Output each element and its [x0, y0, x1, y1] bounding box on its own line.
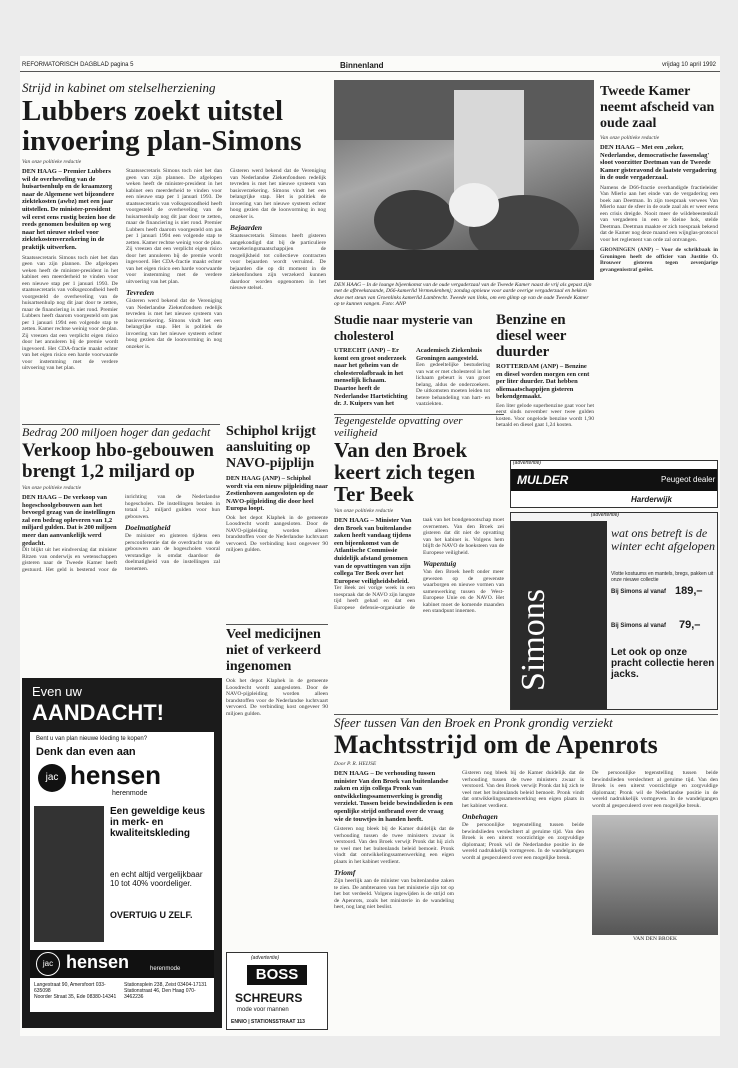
masthead-left: REFORMATORISCH DAGBLAD pagina 5 [22, 62, 134, 68]
lead-body-col2: Staatssecretaris Simons toch niet het dan geen van zijn plannen. De afgelopen weken heeft de minister-president in het kabinet een meerderheid te vinden voor een nieuwe stap per 1 januari 1993. De staatssecretaris van volksgezondheid heeft voorgesteld de overheveling van de huisartsenhulp nog dit jaar door te zetten, maar de financiering is niet rond. Premier Lubbers heeft daarom voorgesteld om pas per 1 januari 1994 een volgende stap te zetten. Kamer rechtse weinig voor de plan. Zij vreezen dat een verplicht eigen risico door het annuleren bij de premie wordt ingevoerd. Het CDA-fractie maakt echter van het eigen risico een harde voorwaarde voor instemming met de verdere uitvoering van het plan. [126, 168, 222, 285]
oude-zaal-intro: DEN HAAG – Met een ‚zeker, Nederlandse, democratische fassenslag' sloot voorzitter Deetman van de Tweede Kamer gisteravond de laatste vergadering in de oude vergaderzaal. [600, 144, 717, 182]
hensen-offer2: en echt altijd vergelijkbaar 10 tot 40% voordeliger. [110, 870, 203, 888]
cholesterol-story [334, 312, 490, 408]
photo-credit: Foto: ANP [382, 301, 406, 308]
hensen-offer: Een geweldige keus in merk- en kwaliteitskleding [110, 806, 206, 839]
hensen-footer-tag: herenmode [150, 966, 181, 972]
ter-beek-story [334, 414, 504, 704]
hensen-footer-bar [30, 950, 214, 978]
cholesterol-body: Een gedeeltelijke bestudering van wat er met cholesterol in het lichaam gebeurt is van groot belang, aldus de onderzoekers. De uitkomsten moeten leiden tot betere behandeling van hart- en vaatziekten. [416, 362, 490, 408]
pronk-body3: De persoonlijke tegenstelling tussen beide bewindslieden verslechtert al geruime tijd. Van den Broek is een uiterst voorzichtige en zorgvuldige diplomaat; Pronk wil de Nederlandse positie in de wereld nadrukkelijk vormgeven. In de wandelgangen wordt al gespeculeerd over een mogelijke breuk. [462, 822, 584, 861]
hensen-man-photo [34, 806, 104, 942]
benzine-story [496, 312, 594, 429]
hbo-headline[interactable]: Verkoop hbo-gebouwen brengt 1,2 miljard op [22, 440, 214, 482]
hensen-question: Bent u van plan nieuwe kleding te kopen? [36, 736, 148, 742]
pronk-kicker: Sfeer tussen Van den Broek en Pronk grondig verziekt [334, 715, 613, 730]
pronk-body3-col3: De persoonlijke tegenstelling tussen beide bewindslieden verslechtert al geruime tijd. Van den Broek is een uiterst voorzichtige en zorgvuldige diplomaat; Pronk wil de Nederlandse positie in de wereld nadrukkelijk vormgeven. In de wandelgangen wordt al gespeculeerd over een mogelijke breuk. [592, 770, 718, 809]
pronk-story [334, 714, 718, 1030]
boss-line: mode voor mannen [237, 1007, 289, 1013]
boss-address: ENNIO | STATIONSSTRAAT 113 [231, 1019, 305, 1025]
pronk-body2: Zijn heerlijk aan de minister van buitenlandse zaken te zien. De ambtenaren van het ministerie zijn tot op het bot verdeeld. Volgens ingewijden is de strijd om de Apenrots, zoals het ministerie in de wandeling heet, nog lang niet beslist. [334, 878, 454, 911]
simons-line1: wat ons betreft is de [611, 526, 708, 540]
ter-beek-sub: Wapentuig [423, 559, 457, 568]
lead-body2-col3: Gisteren werd bekend dat de Vereniging van Nederlandse Ziekenfondsen redelijk tevreden is met het nieuwe systeem van basisverzekering. Simons vindt het een belangrijke stap. Het is politiek de invoering van het nieuwe systeem echter hoog gezien dat de loonvorming in nog onzeker is. [230, 168, 326, 220]
section-title: Binnenland [340, 61, 384, 70]
simons-price2: 79,– [679, 619, 701, 631]
hensen-footer-logo-icon: jac [36, 952, 60, 976]
lead-sub1: Tevreden [126, 288, 155, 297]
hensen-footer-brand: hensen [66, 952, 130, 972]
boss-shop: SCHREURS [235, 991, 303, 1005]
lead-kicker: Strijd in kabinet om stelselherziening [22, 80, 216, 95]
lead-intro: DEN HAAG – Premier Lubbers wil de overheveling van de huisartsenhulp en de kraamzorg naar de Algemene wet bijzondere ziektekosten (awbz) met een jaar uitstellen. De minister-president wil eerst eens rustig bezien hoe de reeds genomen besluiten op weg naar het nieuwe stelsel voor ziektekostenverzekering in de praktijk uitwerken. [22, 168, 116, 251]
masthead-date: vrijdag 10 april 1992 [661, 62, 716, 68]
pronk-byline: Door P. R. HEIJSE [334, 761, 377, 767]
oude-zaal-story [600, 84, 718, 414]
oude-zaal-body: Namens de D66-fractie overhandigde fractieleider Van Mierlo aan het einde van de vergadering een boek aan Deetman. In zijn toespraak verwees Van Mierlo naar de sfeer in de oude zaal als er weer eens een crisis dreigde. Nooit meer de wildebeestenkuil van vergaderen in een te kleine hok, stelde Deetman. Deetman maakte er zich toespraak bekend dat de Kamer nog deze maand een wijnglas-protocol voor het reglement van orde zal ontvangen. [600, 184, 718, 243]
schiphol-story [226, 424, 328, 620]
pronk-sub1: Triomf [334, 868, 356, 878]
hensen-big: AANDACHT! [32, 700, 164, 725]
lead-body3: Staatssecretaris Simons heeft gisteren aangekondigd dat bij de particuliere verzekeringsmaatschappijen de mogelijkheid tot collectieve contracten voor bejaarden wordt verruimd. De bejaarden die op dit moment in de ziekenfondsen zijn verzekerd kunnen daardoor worden opgenomen in het nieuwe stelsel. [230, 233, 326, 291]
simons-item2: Bij Simons al vanaf [611, 623, 667, 629]
cholesterol-columns [334, 347, 490, 408]
boss-brand: BOSS [247, 965, 307, 985]
lead-byline: Van onze politieke redactie [22, 159, 82, 165]
newspaper-page [20, 56, 720, 1036]
schiphol-intro: DEN HAAG (ANP) – Schiphol wordt via een nieuw pijpleiding naar Zestienhoven aangesloten op de NAVO-pijpleiding die door heel Europa loopt. [226, 475, 328, 513]
lead-body: Staatssecretaris Simons toch niet het dan geen van zijn plannen. De afgelopen weken heeft de minister-president in het kabinet een meerderheid te vinden voor een nieuwe stap per 1 januari 1993. De staatssecretaris van volksgezondheid heeft voorgesteld de overheveling van de huisartsenhulp nog dit jaar door te zetten, maar de financiering is niet rond. Premier Lubbers heeft daarom voorgesteld om pas per 1 januari 1994 een volgende stap te zetten. Kamer rechtse weinig voor de plan. Zij vreezen dat een verplicht eigen risico door het annuleren bij de premie wordt ingevoerd. Het CDA-fractie maakt echter van het eigen risico een harde voorwaarde voor instemming met de verdere uitvoering van het plan. [22, 254, 118, 372]
boss-ad[interactable] [226, 952, 328, 1030]
hensen-panel [30, 732, 214, 1012]
simons-ad-label: (advertentie) [591, 512, 620, 518]
hbo-body2: De minister en gisteren tijdens een persconferentie dat de overdracht van de gebouwen aan de hogescholen vooral verstandige is omdat daardoor de doelmatigheid van de instellingen zal toenemen. [125, 533, 220, 572]
ter-beek-intro: DEN HAAG – Minister Van den Broek van buitenlandse zaken heeft vandaag tijdens een bijeenkomst van de Atlantische Commissie duidelijk afstand genomen van de opvattingen van zijn collega Ter Beek over het Europese veiligheidsbeleid. [334, 517, 412, 585]
parliament-photo-art [334, 80, 594, 280]
hensen-top: Even uw [32, 684, 82, 699]
hbo-body: Dit blijkt uit het eindverslag dat minister Ritzen van onderwijs en wetenschappen gisteren naar de Tweede Kamer heeft gestuurd. Het geld is bestemd voor de inrichting van de Nederlandse hogescholen. De instellingen betalen in totaal 1,2 miljard gulden voor hun gebouwen. [22, 494, 220, 573]
simons-lede: Vlotte kostuums en mantels, bregs, pakken uit onze nieuwe collectie [611, 571, 714, 583]
mulder-ad-bar [511, 469, 717, 491]
hensen-addr1: Langestraat 90, Amersfoort 033-635098 [34, 982, 106, 994]
hbo-sub: Doelmatigheid [125, 523, 171, 532]
oude-zaal-sub: GRONINGEN (ANP) – Voor de schrikbaak in Groningen heeft de officier van Justitie O. Brouwer gisteren tegen zevenjarige gevangenisstraf geëist. [600, 247, 718, 273]
simons-cta: Let ook op onze pracht collectie heren jacks. [611, 647, 715, 680]
hensen-ad[interactable] [22, 678, 222, 1028]
parliament-photo [334, 80, 594, 280]
van-den-broek-photo [592, 815, 718, 935]
hensen-address-col1 [34, 982, 122, 1000]
hbo-kicker: Bedrag 200 miljoen hoger dan gedacht [22, 425, 211, 439]
simons-brand: Simons [515, 588, 552, 691]
hbo-intro: DEN HAAG – De verkoop van hogeschoolgebouwen aan het bevoegd gezag van de instellingen zal een bedrag opleveren van 1,2 miljard gulden. Dat is 200 miljoen meer dan aanvankelijk werd gedacht. [22, 494, 117, 547]
hensen-logo-icon: jac [38, 764, 66, 792]
hbo-byline: Van onze politieke redactie [22, 485, 82, 491]
ter-beek-kicker: Tegengestelde opvatting over veiligheid [334, 415, 463, 439]
mulder-ad[interactable] [510, 460, 718, 508]
hensen-address-col2 [124, 982, 212, 1000]
boss-ad-label: (advertentie) [251, 955, 280, 961]
van-den-broek-caption: VAN DEN BROEK [633, 936, 677, 942]
mulder-brand: MULDER [517, 473, 569, 487]
lead-headline[interactable]: Lubbers zoekt uitstel invoering plan-Simons [22, 95, 302, 157]
hensen-addr2: Stationsplein 238, Zeist 03404-17131 [124, 982, 207, 988]
simons-price1: 189,– [675, 585, 703, 597]
pronk-headline[interactable]: Machtsstrijd om de Apenrots [334, 730, 658, 759]
medicijnen-headline[interactable]: Veel medicijnen niet of verkeerd ingenomen [226, 627, 321, 674]
benzine-headline[interactable]: Benzine en diesel weer duurder [496, 312, 567, 360]
hensen-think: Denk dan even aan [36, 746, 136, 758]
ter-beek-headline[interactable]: Van den Broek keert zich tegen Ter Beek [334, 438, 476, 506]
mulder-ad-label: (advertentie) [513, 460, 542, 466]
simons-line2: winter echt afgelopen [611, 539, 715, 553]
hensen-brand: hensen [70, 760, 162, 790]
pronk-body-col2: Gisteren nog bleek bij de Kamer duidelijk dat de verhouding tussen de twee ministers zwaar is verstoord. Van den Broek verwijt Pronk dat hij zich te veel met het buitenlands beleid bemoeit. Pronk vindt dat ontwikkelingssamenwerking een eigen plaats in het kabinet verdient. [462, 770, 584, 809]
parliament-photo-block [334, 80, 594, 306]
mulder-town: Harderwijk [631, 495, 672, 504]
medicijnen-story [226, 624, 328, 854]
hensen-addr4: Stationstraat 46, Den Haag 070-3462236 [124, 988, 196, 1000]
lead-sub2: Bejaarden [230, 223, 263, 232]
lead-body2: Gisteren werd bekend dat de Vereniging van Nederlandse Ziekenfondsen redelijk tevreden is met het nieuwe systeem van basisverzekering. Simons vindt het een belangrijke stap. Het is politiek de invoering van het nieuwe systeem echter hoog gezien dat de loonvorming in nog onzeker is. [126, 298, 222, 350]
photo-caption-text: DEN HAAG – In de lounge bijeenkomst van de oude vergaderzaal van de Tweede Kamer naast de vrij als gepast zijn met de afbreekstaande, D66-kamerlid Vermeulenbenj; zondag opnieuw voor aarde overige vergaderzaal en bekken deze met steun van Groenlinks kamerlid Lambrecht. Tweede van links, om een glimp op van de oude Tweede Kamer op te kunnen vangen. [334, 282, 592, 308]
simons-ad[interactable] [510, 512, 718, 710]
schiphol-headline[interactable]: Schiphol krijgt aansluiting op NAVO-pijplijn [226, 424, 316, 471]
mulder-partner: Peugeot dealer [661, 475, 716, 484]
simons-item1: Bij Simons al vanaf [611, 589, 667, 595]
oude-zaal-headline[interactable]: Tweede Kamer neemt afscheid van oude zaal [600, 84, 715, 131]
lead-story [22, 80, 328, 420]
benzine-intro: ROTTERDAM (ANP) – Benzine en diesel worden morgen een cent per liter duurder. Dat hebben oliemaatschappijen gisteren bekendgemaakt. [496, 363, 590, 401]
masthead [20, 60, 720, 72]
photo-caption [334, 282, 594, 308]
cholesterol-headline[interactable]: Studie naar mysterie van cholesterol [334, 312, 473, 343]
hbo-story [22, 424, 220, 670]
hensen-cta: OVERTUIG U ZELF. [110, 910, 193, 920]
hbo-columns [22, 494, 220, 573]
cholesterol-intro: UTRECHT (ANP) – Er komt een groot onderzoek naar het geheim van de cholesterolafbraak in het menselijk lichaam. Daartoe heeft de Nederlandse Hartstichting dr. J. Kuipers van het Academisch Ziekenhuis Groningen aangesteld. [334, 347, 482, 408]
hensen-addr3: Noorder Straat 35, Ede 08380-14341 [34, 994, 117, 1000]
oude-zaal-byline: Van onze politieke redactie [600, 135, 660, 141]
ter-beek-columns [334, 517, 504, 615]
simons-ad-photo [511, 521, 607, 709]
pronk-body: Gisteren nog bleek bij de Kamer duidelijk dat de verhouding tussen de twee ministers zwaar is verstoord. Van den Broek verwijt Pronk dat hij zich te veel met het buitenlands beleid bemoeit. Pronk vindt dat ontwikkelingssamenwerking een eigen plaats in het kabinet verdient. [334, 826, 454, 865]
medicijnen-body: Ook het depot Klaphek in de gemeente Loosdrecht wordt aangesloten. Door de NAVO-pijpleiding worden alleen brandstoffen voor de Nederlandse luchtvaart vervoerd. De verbinding kost ongeveer 90 miljoen gulden. [226, 678, 328, 717]
ter-beek-body: Ter Beek zei vorige week in een toespraak dat de NAVO zijn langste tijd heeft gehad en dat een Europese defensie-organisatie de taak van het bondgenootschap moet overnemen. Van den Broek zei gisteren dat dit niet de opvatting van het kabinet is. Volgens hem blijft de NAVO de hoeksteen van de Europese veiligheid. [334, 517, 504, 611]
pronk-intro: DEN HAAG – De verhouding tussen minister Van den Broek van buitenlandse zaken en zijn collega Pronk van ontwikkelingssamenwerking is grondig verziekt. Tussen beide bewindslieden is een openlijke strijd ontbrand over de vraag wie de touwtjes in handen heeft. [334, 770, 453, 823]
benzine-body: Een liter gelode superbenzine gaat voor het eerst sinds november weer twee gulden kosten. Voor ongelode benzine wordt 1,90 betaald en diesel gaat 1,24 kosten. [496, 402, 594, 429]
pronk-sub2: Onbehagen [462, 812, 498, 821]
ter-beek-byline: Van onze politieke redactie [334, 508, 394, 514]
ter-beek-body2: Van den Broek heeft onder meer gewezen op de gewenste waarborgen en nieuwe vormen van samenwerking tussen de West-Europese Unie en de NAVO. Het kabinet moet de komende maanden een standpunt innemen. [423, 569, 504, 614]
hensen-tag: herenmode [112, 790, 148, 797]
schiphol-body: Ook het depot Klaphek in de gemeente Loosdrecht wordt aangesloten. Door de NAVO-pijpleiding worden alleen brandstoffen voor de Nederlandse luchtvaart vervoerd. De verbinding kost ongeveer 90 miljoen gulden. [226, 514, 328, 554]
